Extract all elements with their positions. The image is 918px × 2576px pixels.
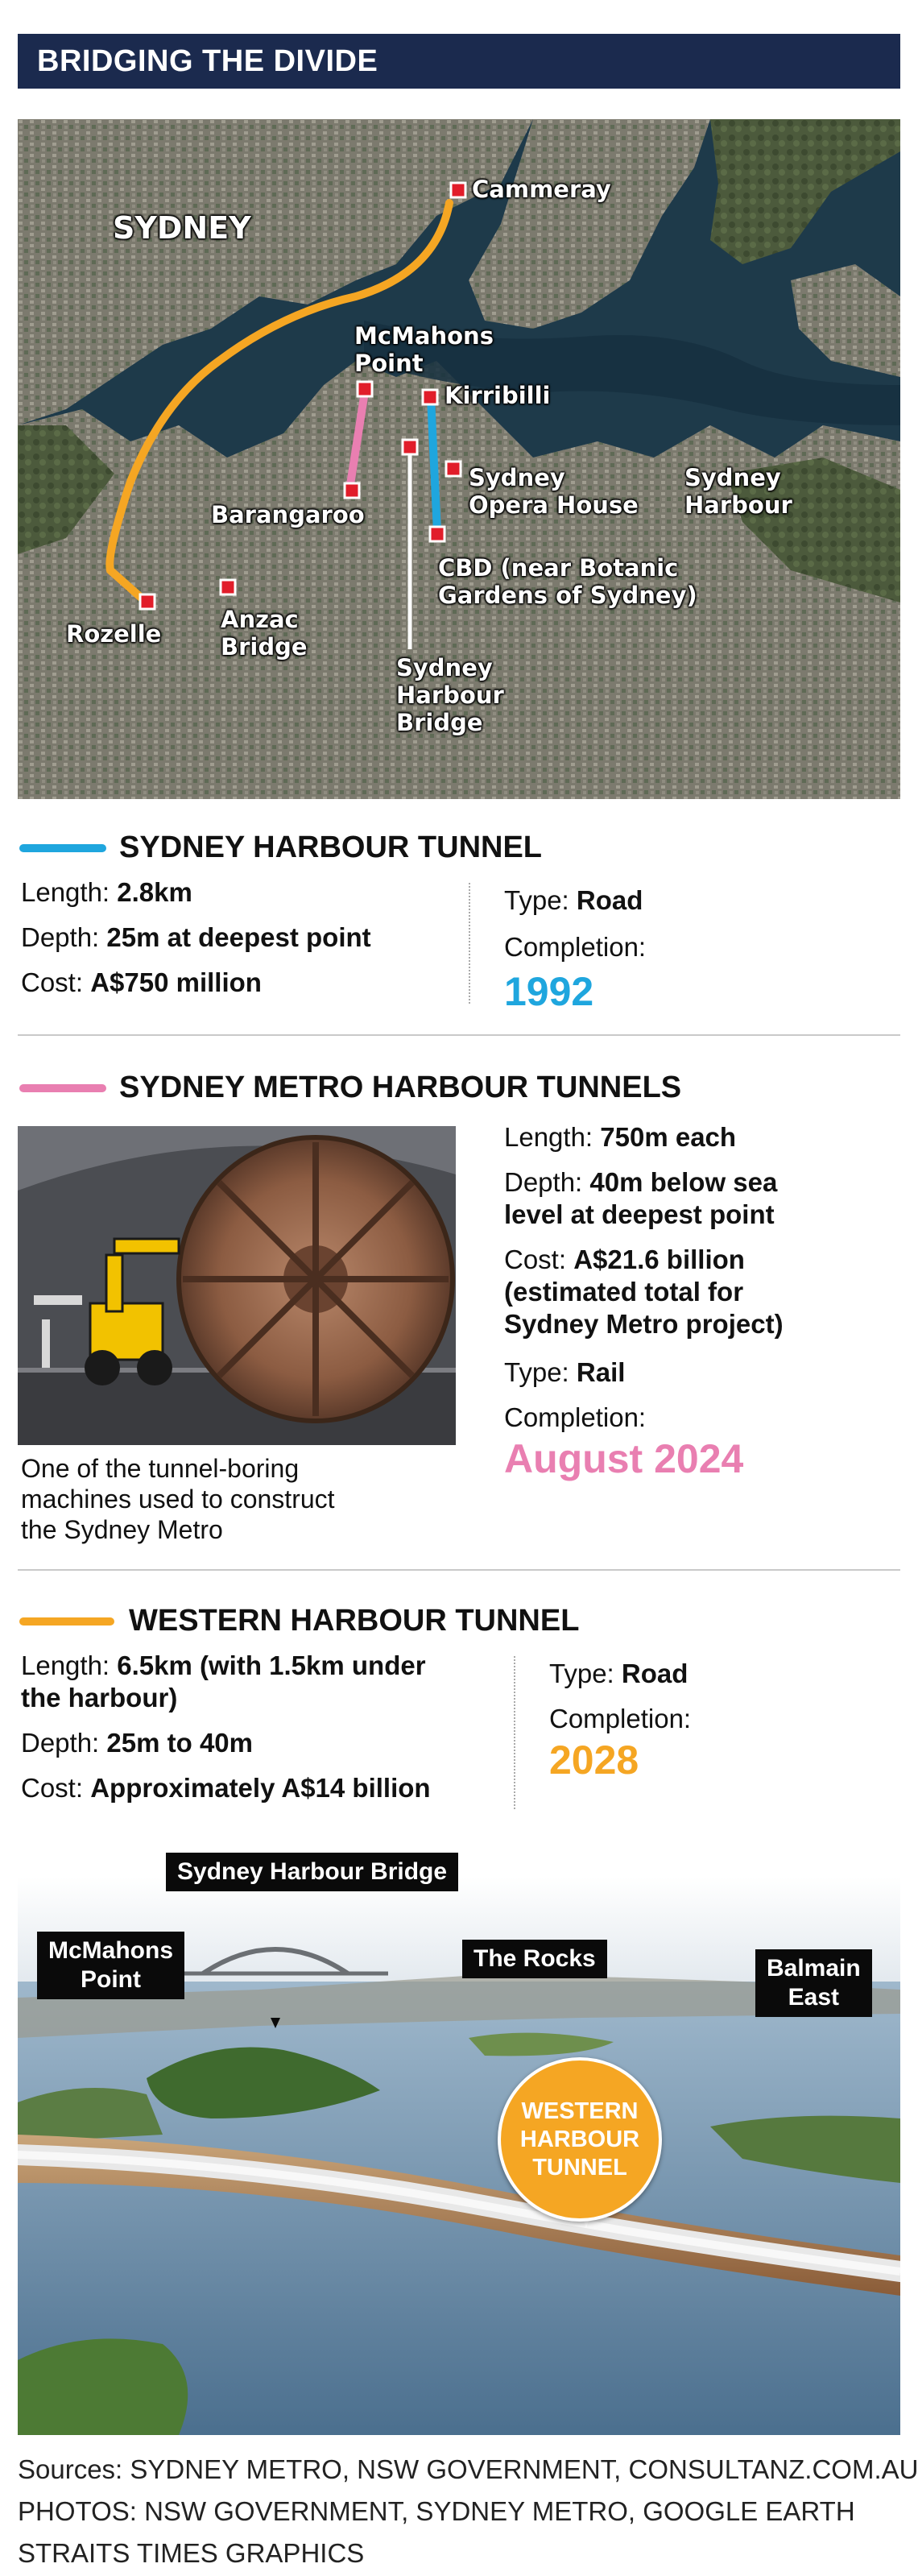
- sources-line: Sources: SYDNEY METRO, NSW GOVERNMENT, CONSULTANZ.COM.AU: [18, 2454, 918, 2484]
- label-sydney-opera-house: Sydney Opera House: [469, 464, 639, 519]
- western-harbour-tunnel-callout: WESTERN HARBOUR TUNNEL: [498, 2057, 662, 2222]
- sydney-harbour-tunnel-cost: Cost: A$750 million: [21, 967, 262, 997]
- sydney-metro-tunnels-length: Length: 750m each: [504, 1122, 737, 1152]
- sydney-metro-tunnels-heading: SYDNEY METRO HARBOUR TUNNELS: [119, 1071, 682, 1104]
- label-sydney-harbour: Sydney Harbour: [684, 464, 792, 519]
- western-harbour-tunnel-depth: Depth: 25m to 40m: [21, 1728, 253, 1758]
- satellite-map: [18, 119, 900, 799]
- sydney-metro-tunnels-depth: Depth: 40m below sea level at deepest point: [504, 1167, 778, 1229]
- sydney-metro-tunnels-completion-label: Completion:: [504, 1402, 647, 1432]
- tag-balmain-east: Balmain East: [755, 1949, 872, 2017]
- label-barangaroo: Barangaroo: [211, 501, 365, 528]
- tunnel-boring-machine-photo: [18, 1126, 456, 1445]
- sources: [18, 2449, 918, 2574]
- sydney-harbour-tunnel-completion-label: Completion:: [504, 932, 647, 962]
- column-separator: [514, 1656, 515, 1809]
- photos-credit-line: PHOTOS: NSW GOVERNMENT, SYDNEY METRO, GOOGLE EARTH: [18, 2496, 855, 2526]
- tag-mcmahons-point: McMahons Point: [37, 1932, 184, 1999]
- label-sydney: SYDNEY: [113, 210, 251, 246]
- sydney-harbour-tunnel-completion-year: 1992: [504, 969, 594, 1014]
- sydney-metro-tunnels-type: Type: Rail: [504, 1357, 626, 1387]
- western-harbour-tunnel-length: Length: 6.5km (with 1.5km under the harbour): [21, 1650, 426, 1713]
- western-harbour-tunnel-completion-label: Completion:: [549, 1704, 692, 1733]
- sydney-metro-tunnels-color-key: [19, 1084, 106, 1092]
- western-harbour-tunnel-color-key: [19, 1617, 114, 1626]
- label-rozelle: Rozelle: [66, 620, 162, 648]
- label-mcmahons-point: McMahons Point: [354, 322, 494, 377]
- sydney-harbour-tunnel-type: Type: Road: [504, 885, 643, 915]
- sydney-harbour-tunnel-length: Length: 2.8km: [21, 877, 192, 907]
- label-cammeray: Cammeray: [472, 176, 611, 203]
- section-divider: [18, 1034, 900, 1036]
- column-separator: [469, 883, 470, 1004]
- label-kirribilli: Kirribilli: [445, 382, 551, 409]
- label-cbd: CBD (near Botanic Gardens of Sydney): [438, 554, 697, 609]
- page-title: BRIDGING THE DIVIDE: [18, 34, 900, 89]
- tag-the-rocks: The Rocks: [462, 1940, 607, 1978]
- tag-sydney-harbour-bridge: Sydney Harbour Bridge: [166, 1853, 458, 1891]
- western-harbour-tunnel-cost: Cost: Approximately A$14 billion: [21, 1773, 431, 1803]
- sydney-metro-tunnels-cost: Cost: A$21.6 billion (estimated total for Sydney Metro project): [504, 1245, 784, 1339]
- western-harbour-tunnel-completion-year: 2028: [549, 1737, 639, 1783]
- graphics-credit-line: STRAITS TIMES GRAPHICS: [18, 2538, 365, 2568]
- sydney-harbour-tunnel-depth: Depth: 25m at deepest point: [21, 922, 371, 952]
- label-sydney-harbour-bridge: Sydney Harbour Bridge: [396, 654, 504, 736]
- western-harbour-tunnel-type: Type: Road: [549, 1659, 688, 1688]
- sydney-harbour-tunnel-color-key: [19, 844, 106, 852]
- sydney-metro-tunnels-completion-year: August 2024: [504, 1436, 744, 1481]
- label-anzac-bridge: Anzac Bridge: [221, 606, 308, 661]
- western-harbour-tunnel-heading: WESTERN HARBOUR TUNNEL: [129, 1604, 580, 1638]
- sydney-harbour-tunnel-heading: SYDNEY HARBOUR TUNNEL: [119, 830, 543, 864]
- tunnel-boring-machine-illustration: [18, 1126, 456, 1445]
- section-divider: [18, 1569, 900, 1571]
- photo-caption: One of the tunnel-boring machines used to construct the Sydney Metro: [21, 1454, 335, 1544]
